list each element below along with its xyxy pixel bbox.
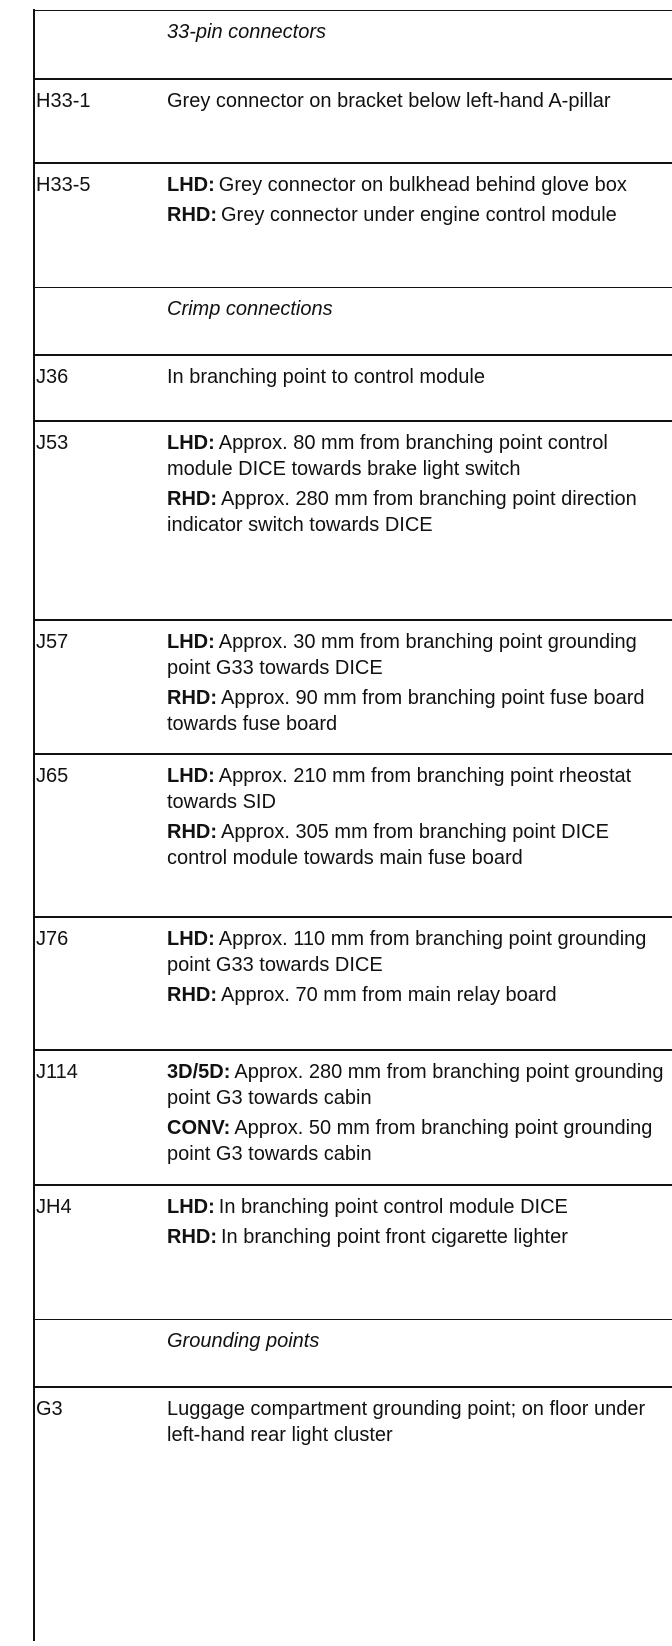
variant-tag: 3D/5D:	[167, 1061, 231, 1083]
description-text: Luggage compartment grounding point; on floor under left-hand rear light cluster	[167, 1398, 646, 1446]
description-text: In branching point front cigarette lighter	[221, 1226, 568, 1248]
component-code: H33-5	[36, 174, 91, 196]
table-row	[34, 162, 672, 287]
component-code: J65	[36, 765, 69, 787]
description-paragraph	[167, 763, 666, 815]
location-description	[167, 1186, 672, 1250]
table-row	[34, 78, 672, 162]
description-paragraph	[167, 1194, 666, 1220]
section-header-row	[34, 287, 672, 354]
location-description	[167, 918, 672, 1008]
description-text: Approx. 280 mm from branching point grounding point G3 towards cabin	[167, 1061, 664, 1109]
variant-tag: LHD:	[167, 174, 215, 196]
variant-tag: LHD:	[167, 432, 215, 454]
section-header-row	[34, 1319, 672, 1386]
description-paragraph	[167, 1396, 666, 1448]
description-text: Approx. 50 mm from branching point grounding point G3 towards cabin	[167, 1117, 653, 1165]
location-description	[167, 164, 672, 228]
variant-tag: LHD:	[167, 765, 215, 787]
description-paragraph	[167, 430, 666, 482]
section-header-row	[34, 10, 672, 78]
table-row	[34, 420, 672, 619]
description-text: Approx. 80 mm from branching point control module DICE towards brake light switch	[167, 432, 608, 480]
description-text: Grey connector on bulkhead behind glove box	[218, 174, 627, 196]
location-description	[167, 422, 672, 538]
component-code: J76	[36, 928, 69, 950]
description-paragraph	[167, 1115, 666, 1167]
description-text: Grey connector on bracket below left-hand A-pillar	[167, 90, 611, 112]
variant-tag: RHD:	[167, 1226, 217, 1248]
variant-tag: RHD:	[167, 984, 217, 1006]
variant-tag: LHD:	[167, 1196, 215, 1218]
location-description	[167, 621, 672, 737]
description-paragraph	[167, 629, 666, 681]
variant-tag: RHD:	[167, 488, 217, 510]
variant-tag: LHD:	[167, 631, 215, 653]
description-paragraph	[167, 88, 666, 114]
description-text: Approx. 90 mm from branching point fuse board towards fuse board	[167, 687, 645, 735]
description-paragraph	[167, 202, 666, 228]
description-paragraph	[167, 982, 666, 1008]
location-description	[167, 1051, 672, 1167]
section-title: 33-pin connectors	[167, 21, 326, 43]
table-row	[34, 1386, 672, 1454]
description-text: Approx. 70 mm from main relay board	[221, 984, 557, 1006]
location-description	[167, 1388, 672, 1448]
description-paragraph	[167, 486, 666, 538]
description-text: Grey connector under engine control module	[221, 204, 617, 226]
description-paragraph	[167, 926, 666, 978]
component-code: J36	[36, 366, 69, 388]
table-row	[34, 1049, 672, 1184]
description-paragraph	[167, 1224, 666, 1250]
component-code: H33-1	[36, 90, 91, 112]
table-row	[34, 354, 672, 420]
description-text: Approx. 210 mm from branching point rheostat towards SID	[167, 765, 632, 813]
component-code: J57	[36, 631, 69, 653]
description-text: Approx. 110 mm from branching point grounding point G33 towards DICE	[167, 928, 647, 976]
description-paragraph	[167, 172, 666, 198]
description-paragraph	[167, 1059, 666, 1111]
table-row	[34, 916, 672, 1049]
description-text: Approx. 305 mm from branching point DICE control module towards main fuse board	[167, 821, 609, 869]
variant-tag: RHD:	[167, 204, 217, 226]
component-code: J53	[36, 432, 69, 454]
section-title: Crimp connections	[167, 298, 333, 320]
table-row	[34, 1184, 672, 1319]
table-row	[34, 753, 672, 916]
location-description	[167, 80, 672, 114]
location-description	[167, 755, 672, 871]
variant-tag: RHD:	[167, 687, 217, 709]
description-paragraph	[167, 685, 666, 737]
description-paragraph	[167, 364, 666, 390]
variant-tag: CONV:	[167, 1117, 231, 1139]
component-code: J114	[36, 1061, 78, 1083]
variant-tag: LHD:	[167, 928, 215, 950]
description-paragraph	[167, 819, 666, 871]
description-text: In branching point control module DICE	[218, 1196, 568, 1218]
description-text: Approx. 280 mm from branching point direction indicator switch towards DICE	[167, 488, 637, 536]
component-code: JH4	[36, 1196, 72, 1218]
component-code: G3	[36, 1398, 63, 1420]
table-row	[34, 619, 672, 753]
description-text: In branching point to control module	[167, 366, 485, 388]
description-text: Approx. 30 mm from branching point grounding point G33 towards DICE	[167, 631, 637, 679]
location-description	[167, 356, 672, 390]
section-title: Grounding points	[167, 1330, 320, 1352]
connector-location-table	[34, 10, 672, 1454]
variant-tag: RHD:	[167, 821, 217, 843]
